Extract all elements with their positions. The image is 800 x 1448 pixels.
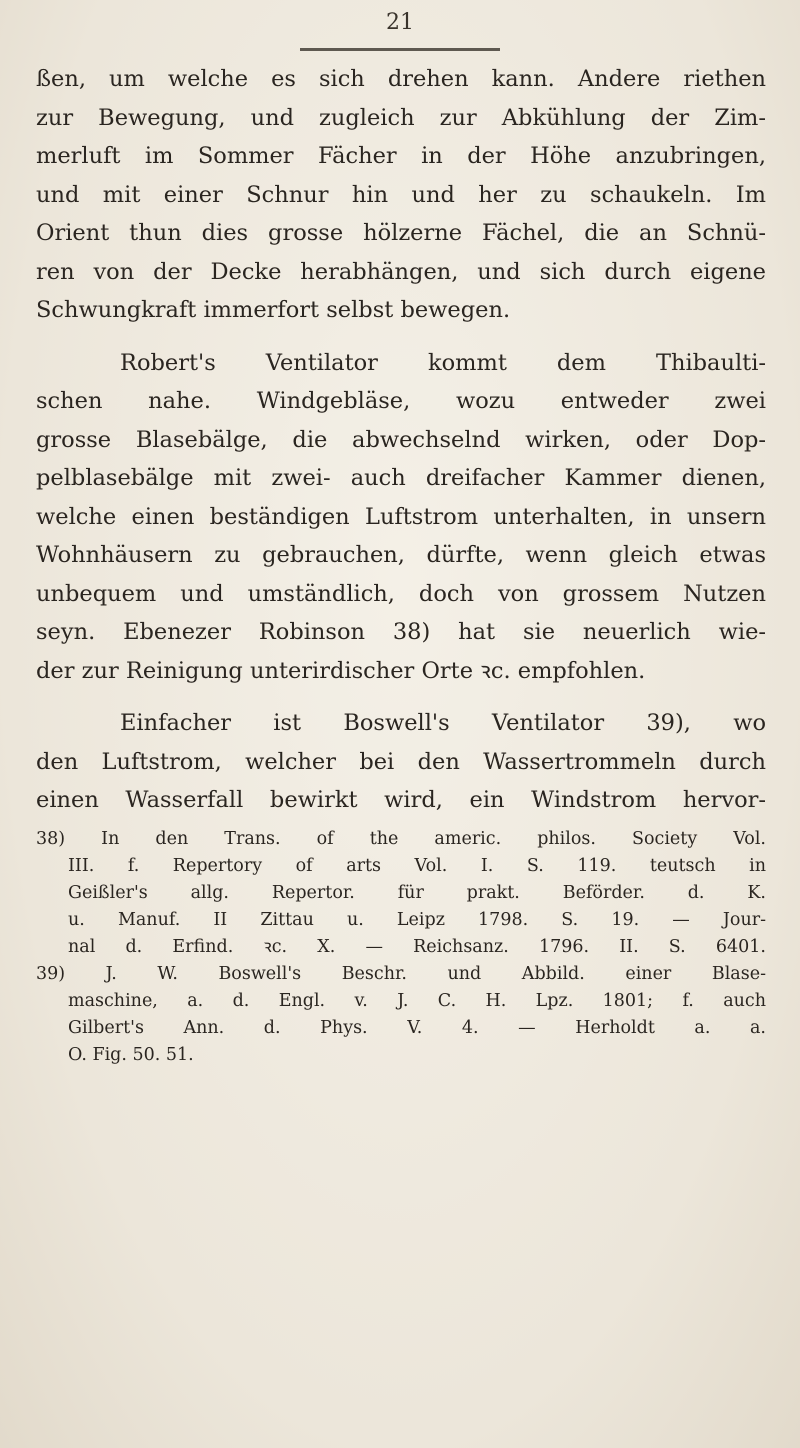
footnote-line: O. Fig. 50. 51.: [68, 1044, 194, 1065]
page-number: 21: [386, 10, 414, 35]
text-line: pelblasebälge mit zwei- auch dreifacher Kammer dienen,: [36, 465, 766, 491]
text-line: schen nahe. Windgebläse, wozu entweder zwei: [36, 388, 766, 414]
text-line: und mit einer Schnur hin und her zu schaukeln. Im: [36, 181, 766, 208]
footnote-line: 38) In den Trans. of the americ. philos. Society Vol.: [36, 828, 766, 849]
text-line: Robert's Ventilator kommt dem Thibaulti-: [120, 349, 766, 376]
text-line: Wohnhäusern zu gebrauchen, dürfte, wenn gleich etwas: [36, 542, 766, 568]
text-line: welche einen beständigen Luftstrom unterhalten, in unsern: [36, 503, 766, 530]
text-line: seyn. Ebenezer Robinson 38) hat sie neuerlich wie-: [36, 619, 766, 645]
footnote-line: maschine, a. d. Engl. v. J. C. H. Lpz. 1801; f. auch: [68, 990, 766, 1011]
footnote-line: Gilbert's Ann. d. Phys. V. 4. — Herholdt a. a.: [68, 1017, 766, 1038]
paragraph: [36, 704, 766, 820]
text-line: Schwungkraft immerfort selbst bewegen.: [36, 297, 511, 323]
footnote-line: Geißler's allg. Repertor. für prakt. Beförder. d. K.: [68, 882, 766, 903]
text-line: einen Wasserfall bewirkt wird, ein Windstrom hervor-: [36, 787, 766, 813]
text-line: den Luftstrom, welcher bei den Wassertrommeln durch: [36, 748, 766, 775]
text-line: der zur Reinigung unterirdischer Orte ꝛc. empfohlen.: [36, 657, 646, 684]
paragraph: [36, 344, 766, 691]
header-rule: [300, 48, 500, 51]
text-line: grosse Blasebälge, die abwechselnd wirken, oder Dop-: [36, 426, 766, 453]
text-line: merluft im Sommer Fächer in der Höhe anzubringen,: [36, 143, 766, 169]
footnote-39: [36, 961, 766, 1069]
footnote-line: nal d. Erfind. ꝛc. X. — Reichsanz. 1796. II. S. 6401.: [68, 936, 766, 957]
paragraph: [36, 60, 766, 330]
footnote-line: III. f. Repertory of arts Vol. I. S. 119. teutsch in: [68, 855, 766, 876]
text-line: Einfacher ist Boswell's Ventilator 39), wo: [120, 710, 766, 736]
footnote-38: [36, 826, 766, 961]
text-line: Orient thun dies grosse hölzerne Fächel, die an Schnü-: [36, 220, 766, 246]
text-line: unbequem und umständlich, doch von grossem Nutzen: [36, 580, 766, 607]
main-text: [36, 60, 766, 1069]
footnote-line: u. Manuf. II Zittau u. Leipz 1798. S. 19. — Jour-: [68, 909, 766, 930]
text-line: zur Bewegung, und zugleich zur Abkühlung der Zim-: [36, 104, 766, 131]
text-line: ßen, um welche es sich drehen kann. Andere riethen: [36, 66, 766, 92]
text-line: ren von der Decke herabhängen, und sich durch eigene: [36, 258, 766, 285]
footnote-line: 39) J. W. Boswell's Beschr. und Abbild. einer Blase-: [36, 963, 766, 984]
footnotes: [36, 826, 766, 1069]
